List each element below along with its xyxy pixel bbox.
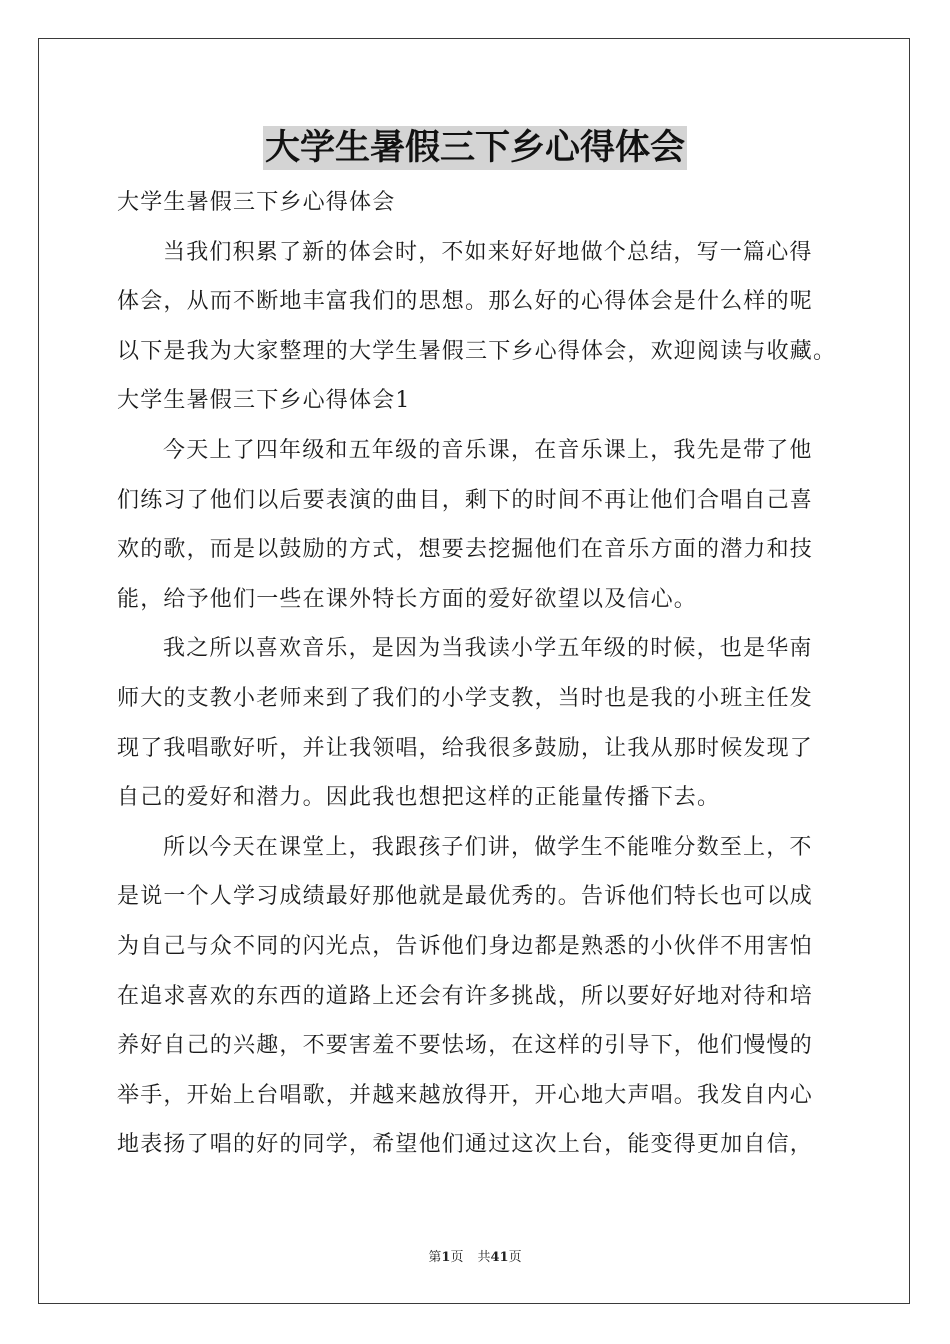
text-line: 当我们积累了新的体会时，不如来好好地做个总结，写一篇心得 — [163, 239, 813, 265]
text-line: 现了我唱歌好听，并让我领唱，给我很多鼓励，让我从那时候发现了 — [117, 735, 814, 761]
footer-total-pages: 41 — [490, 1250, 509, 1265]
footer-page-number: 1 — [441, 1250, 451, 1265]
document-title: 大学生暑假三下乡心得体会 — [264, 128, 685, 168]
footer-page-suffix: 页 — [450, 1250, 464, 1265]
footer-total-suffix: 页 — [508, 1250, 522, 1265]
footer-page-prefix: 第 — [428, 1250, 442, 1265]
text-line: 们练习了他们以后要表演的曲目，剩下的时间不再让他们合唱自己喜 — [117, 487, 814, 513]
text-line: 在追求喜欢的东西的道路上还会有许多挑战，所以要好好地对待和培 — [117, 983, 814, 1009]
text-line: 养好自己的兴趣，不要害羞不要怯场，在这样的引导下，他们慢慢的 — [117, 1033, 814, 1059]
text-line: 我之所以喜欢音乐，是因为当我读小学五年级的时候，也是华南 — [163, 636, 813, 662]
text-line: 欢的歌，而是以鼓励的方式，想要去挖掘他们在音乐方面的潜力和技 — [117, 537, 814, 563]
text-line: 举手，开始上台唱歌，并越来越放得开，开心地大声唱。我发自内心 — [117, 1082, 814, 1108]
text-line: 自己的爱好和潜力。因此我也想把这样的正能量传播下去。 — [117, 785, 721, 811]
text-line: 师大的支教小老师来到了我们的小学支教，当时也是我的小班主任发 — [117, 685, 814, 711]
text-line: 是说一个人学习成绩最好那他就是最优秀的。告诉他们特长也可以成 — [117, 884, 814, 910]
title-container — [0, 126, 950, 170]
text-line: 今天上了四年级和五年级的音乐课，在音乐课上，我先是带了他 — [163, 437, 813, 463]
text-line: 以下是我为大家整理的大学生暑假三下乡心得体会，欢迎阅读与收藏。 — [117, 338, 837, 364]
text-line: 能，给予他们一些在课外特长方面的爱好欲望以及信心。 — [117, 586, 698, 612]
text-line: 大学生暑假三下乡心得体会 — [117, 190, 396, 215]
text-line: 所以今天在课堂上，我跟孩子们讲，做学生不能唯分数至上，不 — [163, 834, 813, 860]
text-line: 体会，从而不断地丰富我们的思想。那么好的心得体会是什么样的呢 — [117, 289, 814, 315]
text-line: 大学生暑假三下乡心得体会1 — [117, 388, 411, 414]
text-line: 为自己与众不同的闪光点，告诉他们身边都是熟悉的小伙伴不用害怕 — [117, 933, 814, 959]
document-body — [117, 178, 857, 1170]
text-line: 地表扬了唱的好的同学，希望他们通过这次上台，能变得更加自信， — [117, 1132, 814, 1158]
footer-total-prefix: 共 — [477, 1250, 491, 1265]
page-footer — [0, 1246, 950, 1265]
